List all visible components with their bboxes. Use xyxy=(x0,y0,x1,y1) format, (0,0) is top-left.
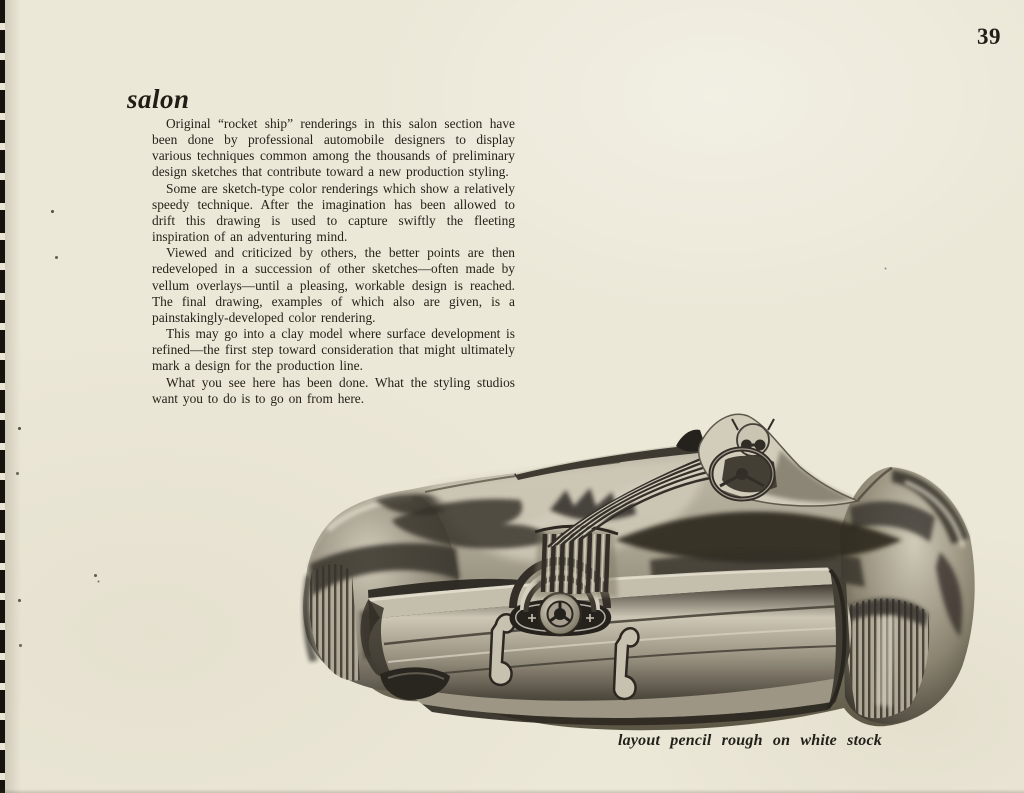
paragraph-3: Viewed and criticized by others, the better points are then redeveloped in a succession of other sketches—often made by vellum overlays—until a pleasing, workable design is reached. The final drawing, examples of which also are given, is a painstakingly-developed color rendering. xyxy=(152,245,515,325)
illustration-caption: layout pencil rough on white stock xyxy=(618,732,882,749)
car-illustration xyxy=(280,412,980,747)
paragraph-5: What you see here has been done. What the styling studios want you to do is to go on from here. xyxy=(152,374,515,406)
page-bottom-edge xyxy=(0,789,1024,793)
car-drawing xyxy=(303,414,975,730)
paper-specks xyxy=(0,0,1,1)
section-heading: salon xyxy=(127,84,190,114)
page-number: 39 xyxy=(977,24,1001,49)
body-text xyxy=(152,116,515,407)
binding-shadow xyxy=(5,0,21,793)
paragraph-2: Some are sketch-type color renderings which show a relatively speedy technique. After the imagination has been allowed to drift this drawing is used to capture swiftly the fleeting inspiration of an adventuring mind. xyxy=(152,180,515,245)
paragraph-1: Original “rocket ship” renderings in this salon section have been done by professional automobile designers to display various techniques common among the thousands of preliminary design sketches that contribute toward a new production styling. xyxy=(152,116,515,180)
paragraph-4: This may go into a clay model where surface development is refined—the first step toward consideration that might ultimately mark a design for the production line. xyxy=(152,326,515,374)
